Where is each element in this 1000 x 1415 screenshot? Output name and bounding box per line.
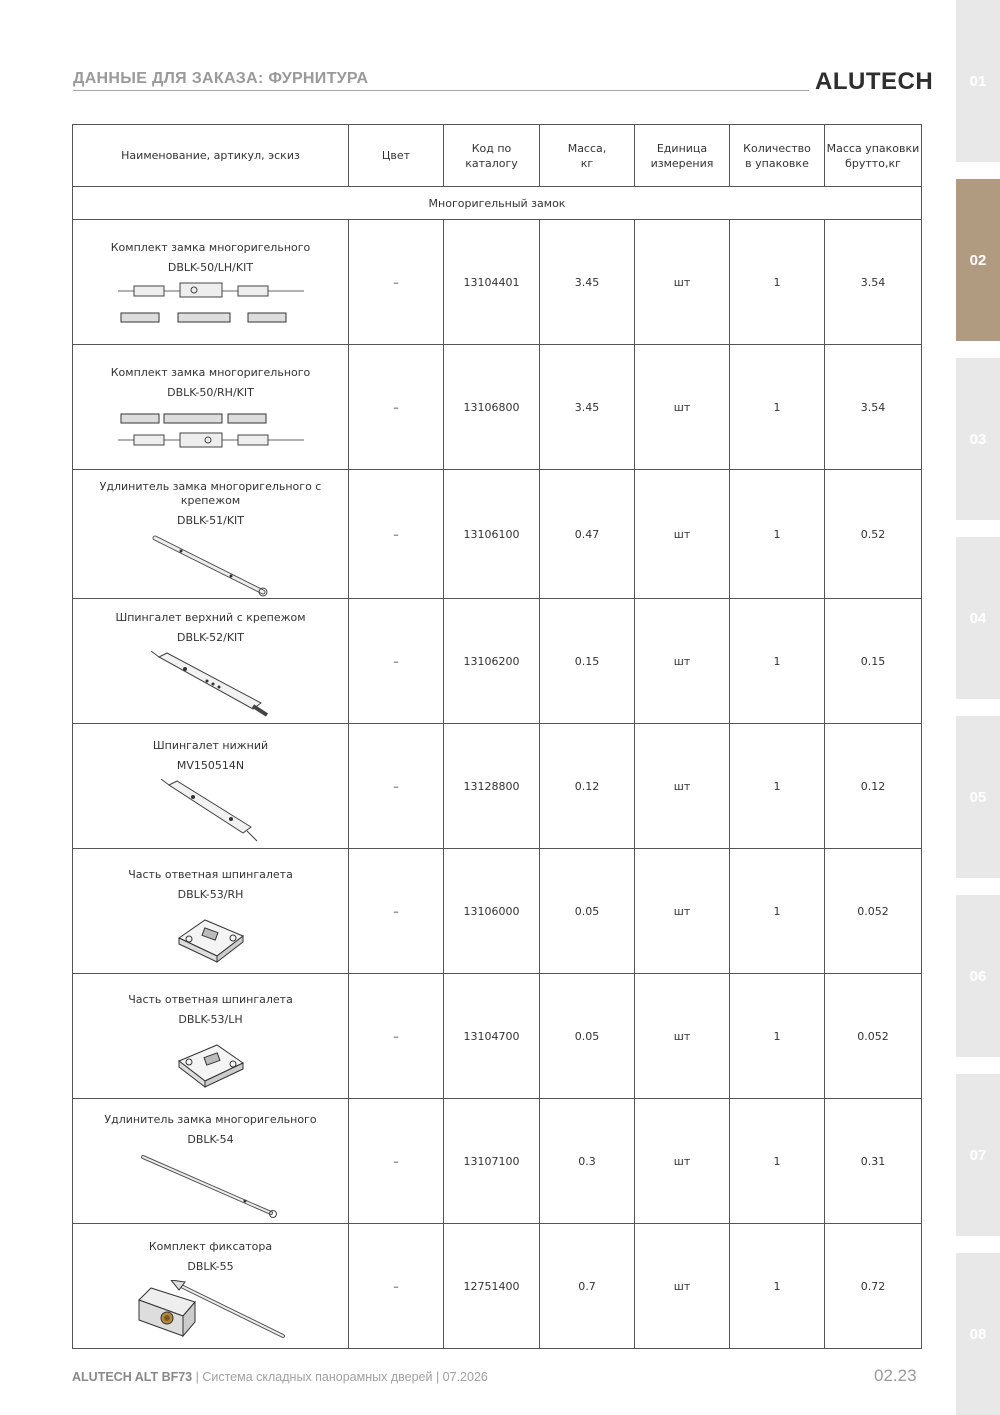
item-name-cell [73, 849, 349, 974]
group-row [73, 187, 922, 220]
section-tab-08[interactable] [956, 1253, 1000, 1415]
item-article: DBLK-55 [187, 1260, 234, 1273]
item-name-cell [73, 470, 349, 599]
item-mass: 3.45 [540, 345, 635, 470]
table-row [73, 220, 922, 345]
table-row [73, 849, 922, 974]
item-color: – [349, 1099, 444, 1224]
section-tab-label: 03 [969, 430, 987, 448]
item-article: DBLK-50/LH/KIT [167, 261, 254, 274]
header-gross: Масса упаковки брутто,кг [825, 125, 922, 187]
item-gross: 0.31 [825, 1099, 922, 1224]
footer-info [72, 1370, 488, 1384]
item-gross: 0.52 [825, 470, 922, 599]
item-article: DBLK-53/LH [178, 1013, 243, 1026]
item-gross: 0.72 [825, 1224, 922, 1349]
item-qty: 1 [730, 220, 825, 345]
item-unit: шт [635, 1224, 730, 1349]
item-unit: шт [635, 974, 730, 1099]
section-tab-01[interactable] [956, 0, 1000, 162]
item-gross: 0.052 [825, 974, 922, 1099]
section-tab-05[interactable] [956, 716, 1000, 878]
item-name: Шпингалет нижний [152, 739, 269, 752]
item-qty: 1 [730, 1224, 825, 1349]
section-tab-07[interactable] [956, 1074, 1000, 1236]
item-mass: 0.3 [540, 1099, 635, 1224]
item-unit: шт [635, 1099, 730, 1224]
item-gross: 3.54 [825, 345, 922, 470]
header-qty: Количество в упаковке [730, 125, 825, 187]
item-name-cell [73, 1099, 349, 1224]
item-name: Удлинитель замка многоригельного с крепежом [99, 480, 322, 507]
group-title: Многоригельный замок [73, 187, 922, 220]
item-article: MV150514N [176, 759, 245, 772]
section-tab-label: 05 [969, 788, 987, 806]
item-unit: шт [635, 470, 730, 599]
table-row [73, 1224, 922, 1349]
item-color: – [349, 345, 444, 470]
item-article: DBLK-52/KIT [176, 631, 245, 644]
brand-logo: ALUTECH [815, 68, 934, 95]
item-code: 13106800 [444, 345, 540, 470]
item-article: DBLK-53/RH [177, 888, 244, 901]
item-mass: 0.12 [540, 724, 635, 849]
section-tab-label: 02 [969, 251, 987, 269]
item-mass: 0.7 [540, 1224, 635, 1349]
item-article: DBLK-54 [187, 1133, 234, 1146]
item-gross: 3.54 [825, 220, 922, 345]
item-qty: 1 [730, 849, 825, 974]
item-name: Часть ответная шпингалета [128, 993, 293, 1006]
header-unit: Единица измерения [635, 125, 730, 187]
item-qty: 1 [730, 974, 825, 1099]
item-qty: 1 [730, 724, 825, 849]
item-name: Удлинитель замка многоригельного [104, 1113, 317, 1126]
item-name-cell [73, 345, 349, 470]
table-row [73, 599, 922, 724]
item-unit: шт [635, 724, 730, 849]
item-color: – [349, 470, 444, 599]
item-color: – [349, 599, 444, 724]
item-name-cell [73, 599, 349, 724]
item-name: Шпингалет верхний с крепежом [115, 611, 306, 624]
item-gross: 0.052 [825, 849, 922, 974]
lock-extension-sketch [151, 534, 271, 598]
item-unit: шт [635, 849, 730, 974]
table-row [73, 470, 922, 599]
item-unit: шт [635, 345, 730, 470]
section-tab-06[interactable] [956, 895, 1000, 1057]
item-unit: шт [635, 599, 730, 724]
item-mass: 3.45 [540, 220, 635, 345]
section-tab-label: 08 [969, 1325, 987, 1343]
item-name: Комплект замка многоригельного [110, 366, 311, 379]
header-code: Код по каталогу [444, 125, 540, 187]
item-mass: 0.15 [540, 599, 635, 724]
item-mass: 0.05 [540, 974, 635, 1099]
item-article: DBLK-51/KIT [176, 514, 245, 527]
item-code: 13106000 [444, 849, 540, 974]
table-header-row [73, 125, 922, 187]
section-tab-label: 01 [969, 72, 987, 90]
item-code: 13104401 [444, 220, 540, 345]
item-name-cell [73, 724, 349, 849]
section-tab-03[interactable] [956, 358, 1000, 520]
item-gross: 0.15 [825, 599, 922, 724]
item-name: Комплект фиксатора [148, 1240, 273, 1253]
item-mass: 0.47 [540, 470, 635, 599]
header-divider [73, 90, 809, 91]
item-article: DBLK-50/RH/KIT [167, 386, 254, 399]
footer-text: | Система складных панорамных дверей | 07.2026 [192, 1370, 488, 1384]
item-color: – [349, 849, 444, 974]
strike-plate-rh-sketch [175, 916, 247, 964]
item-qty: 1 [730, 1099, 825, 1224]
item-code: 13106200 [444, 599, 540, 724]
section-tab-label: 04 [969, 609, 987, 627]
multipoint-lock-lh-sketch [116, 281, 306, 333]
item-qty: 1 [730, 470, 825, 599]
table-row [73, 345, 922, 470]
table-row [73, 974, 922, 1099]
lower-bolt-sketch [161, 779, 261, 843]
table-row [73, 1099, 922, 1224]
item-code: 13107100 [444, 1099, 540, 1224]
item-code: 13104700 [444, 974, 540, 1099]
strike-plate-lh-sketch [175, 1041, 247, 1089]
header-color: Цвет [349, 125, 444, 187]
item-unit: шт [635, 220, 730, 345]
item-name-cell [73, 220, 349, 345]
section-tab-04[interactable] [956, 537, 1000, 699]
section-tab-label: 07 [969, 1146, 987, 1164]
multipoint-lock-rh-sketch [116, 406, 306, 458]
item-code: 13106100 [444, 470, 540, 599]
section-tab-02[interactable] [956, 179, 1000, 341]
header-mass: Масса, кг [540, 125, 635, 187]
table-row [73, 724, 922, 849]
item-name-cell [73, 1224, 349, 1349]
item-color: – [349, 724, 444, 849]
item-color: – [349, 1224, 444, 1349]
item-gross: 0.12 [825, 724, 922, 849]
item-color: – [349, 220, 444, 345]
header-name: Наименование, артикул, эскиз [73, 125, 349, 187]
upper-bolt-sketch [149, 651, 273, 721]
page-number: 02.23 [874, 1366, 917, 1385]
item-qty: 1 [730, 599, 825, 724]
retainer-kit-sketch [133, 1280, 289, 1342]
item-mass: 0.05 [540, 849, 635, 974]
section-tabs [956, 0, 1000, 1415]
footer-brand: ALUTECH ALT BF73 [72, 1370, 193, 1384]
item-qty: 1 [730, 345, 825, 470]
order-table [72, 124, 922, 1349]
item-name: Комплект замка многоригельного [110, 241, 311, 254]
item-name: Часть ответная шпингалета [128, 868, 293, 881]
section-tab-label: 06 [969, 967, 987, 985]
lock-extension-rod-sketch [139, 1153, 283, 1219]
item-name-cell [73, 974, 349, 1099]
item-color: – [349, 974, 444, 1099]
page-title: ДАННЫЕ ДЛЯ ЗАКАЗА: ФУРНИТУРА [73, 70, 369, 87]
item-code: 13128800 [444, 724, 540, 849]
item-code: 12751400 [444, 1224, 540, 1349]
